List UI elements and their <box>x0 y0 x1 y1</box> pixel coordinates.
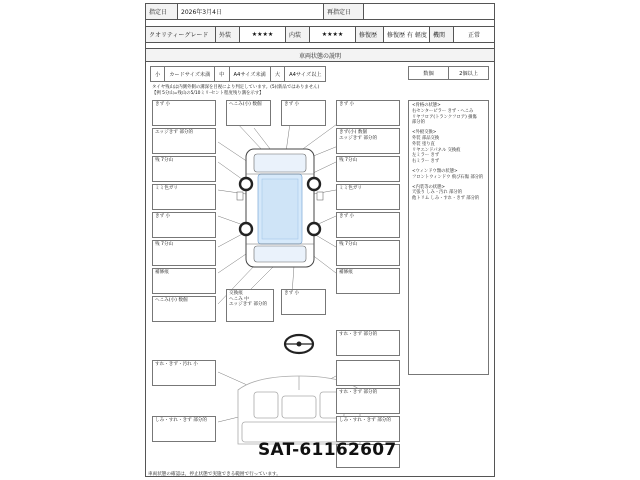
damage-box-front-right: きず 小 <box>336 100 400 126</box>
tire-description-line: 【例 5分山=残山の5/10ミリ-セント程度残り溝を示す】 <box>152 90 264 96</box>
notes-line: 天張り しみ・汚れ 部分的 <box>412 190 462 196</box>
interior-box-front-seat-left: すれ・きず・汚れ 小 <box>152 360 216 386</box>
interior-label: 内装 <box>286 27 310 42</box>
notes-interior-group <box>412 185 485 202</box>
size-small-desc: カードサイズ未満 <box>165 67 215 81</box>
repair-value: 修復歴 有 軽度 <box>384 27 430 42</box>
damage-box-fender-right: きず(小) 数個 エッジきず 部分的 <box>336 128 400 154</box>
damage-box-rear-quarter-left: へこみ(小) 数個 <box>152 296 216 322</box>
notes-line: 右センターピラー きず・へこみ <box>412 108 474 114</box>
tire-box-rear-left: 残 7分山 <box>152 240 216 266</box>
exterior-stars: ★★★★ <box>240 27 286 42</box>
size-large-desc: A4サイズ以上 <box>289 71 322 78</box>
repair-label: 修復歴 <box>356 27 384 42</box>
repair-box-rear-right: 補修痕 <box>336 268 400 294</box>
section-title: 車両状態の説明 <box>146 48 494 62</box>
notes-exterior-group <box>412 130 485 165</box>
notes-panel <box>408 100 489 375</box>
interior-box-dashboard: すれ・きず 部分的 <box>336 330 400 356</box>
notes-window-title: <ウィンドウ類の状態> <box>412 168 458 174</box>
notes-line: フロントウィンドウ 飛び石傷 部分的 <box>412 174 484 180</box>
notes-interior-title: <内装等の状態> <box>412 184 445 190</box>
notes-line: 右ミラー きず <box>412 159 440 165</box>
device-label: 機関 <box>430 27 454 42</box>
notes-line: リヤエンドパネル 交換痕 <box>412 147 461 153</box>
damage-box-hood-right: きず 小 <box>281 100 326 126</box>
inspection-sheet <box>145 3 495 477</box>
damage-box-door-left: きず 小 <box>152 212 216 238</box>
count-label: 数個 <box>409 67 449 79</box>
damage-box-door-right: きず 小 <box>336 212 400 238</box>
size-medium-label: 中 <box>215 67 229 81</box>
damage-box-front-left: きず 小 <box>152 100 216 126</box>
damage-box-fender-left: エッジきず 部分的 <box>152 128 216 154</box>
size-small-label: 小 <box>151 67 165 81</box>
reinspect-date-label: 再指定日 <box>324 4 364 19</box>
damage-box-rear-panel: 交換痕 へこみ 中 エッジきず 部分的 <box>226 289 274 322</box>
car-top-view <box>237 149 323 267</box>
notes-line: 部分的 <box>412 120 425 126</box>
notes-frame-title: <骨格の状態> <box>412 103 441 108</box>
interior-box-front-seat-right: すれ・きず 部分的 <box>336 388 400 414</box>
size-large-label: 大 <box>271 67 285 81</box>
tire-box-front-right: 残 7分山 <box>336 156 400 182</box>
tire-description-line: タイヤ残山は内側外側の溝深を目視により判定しています。(5)(新品ではありません) <box>152 85 320 90</box>
notes-exterior-title: <外板交換> <box>412 130 437 136</box>
damage-box-hood-left: へこみ(小) 数個 <box>226 100 271 126</box>
steering-wheel-icon <box>285 335 313 353</box>
wheel-box-front-left: ミミ色ガリ <box>152 184 216 210</box>
inspect-date-value: 2026年3月4日 <box>178 4 324 19</box>
interior-box-empty <box>336 360 400 386</box>
notes-line: 左ミラー きず <box>412 153 440 159</box>
inspect-date-label: 指定日 <box>146 4 178 19</box>
device-value: 正常 <box>467 32 480 39</box>
tire-box-rear-right: 残 7分山 <box>336 240 400 266</box>
notes-line: 他トリム しみ・すれ・きず 部分的 <box>412 196 480 202</box>
interior-box-rear-seat-right: しみ・すれ・きず 部分的 <box>336 416 400 442</box>
tire-box-front-left: 残 7分山 <box>152 156 216 182</box>
notes-frame-group <box>412 103 485 126</box>
notes-line: 外装 部品交換 <box>412 135 440 141</box>
wheel-box-front-right: ミミ色ガリ <box>336 184 400 210</box>
count-value: 2個以上 <box>459 70 478 77</box>
footer-note: 車両状態の確認は，停止状態で実施できる範囲で行っています。 <box>148 472 281 477</box>
notes-line: リヤフロア(トランクフロア) 損傷 <box>412 114 477 120</box>
damage-box-trunk: きず 小 <box>281 289 326 315</box>
quality-grade-label: クオリティーグレード <box>146 27 216 42</box>
interior-box-rear-seat-left: しみ・すれ・きず 部分的 <box>152 416 216 442</box>
notes-window-group <box>412 169 485 181</box>
exterior-label: 外装 <box>216 27 240 42</box>
stock-number: SAT-61162607 <box>258 440 397 460</box>
repair-box-rear-left: 補修痕 <box>152 268 216 294</box>
size-medium-desc: A4サイズ未満 <box>230 67 271 81</box>
interior-stars: ★★★★ <box>310 27 356 42</box>
notes-line: 外装 塗り直 <box>412 141 435 147</box>
